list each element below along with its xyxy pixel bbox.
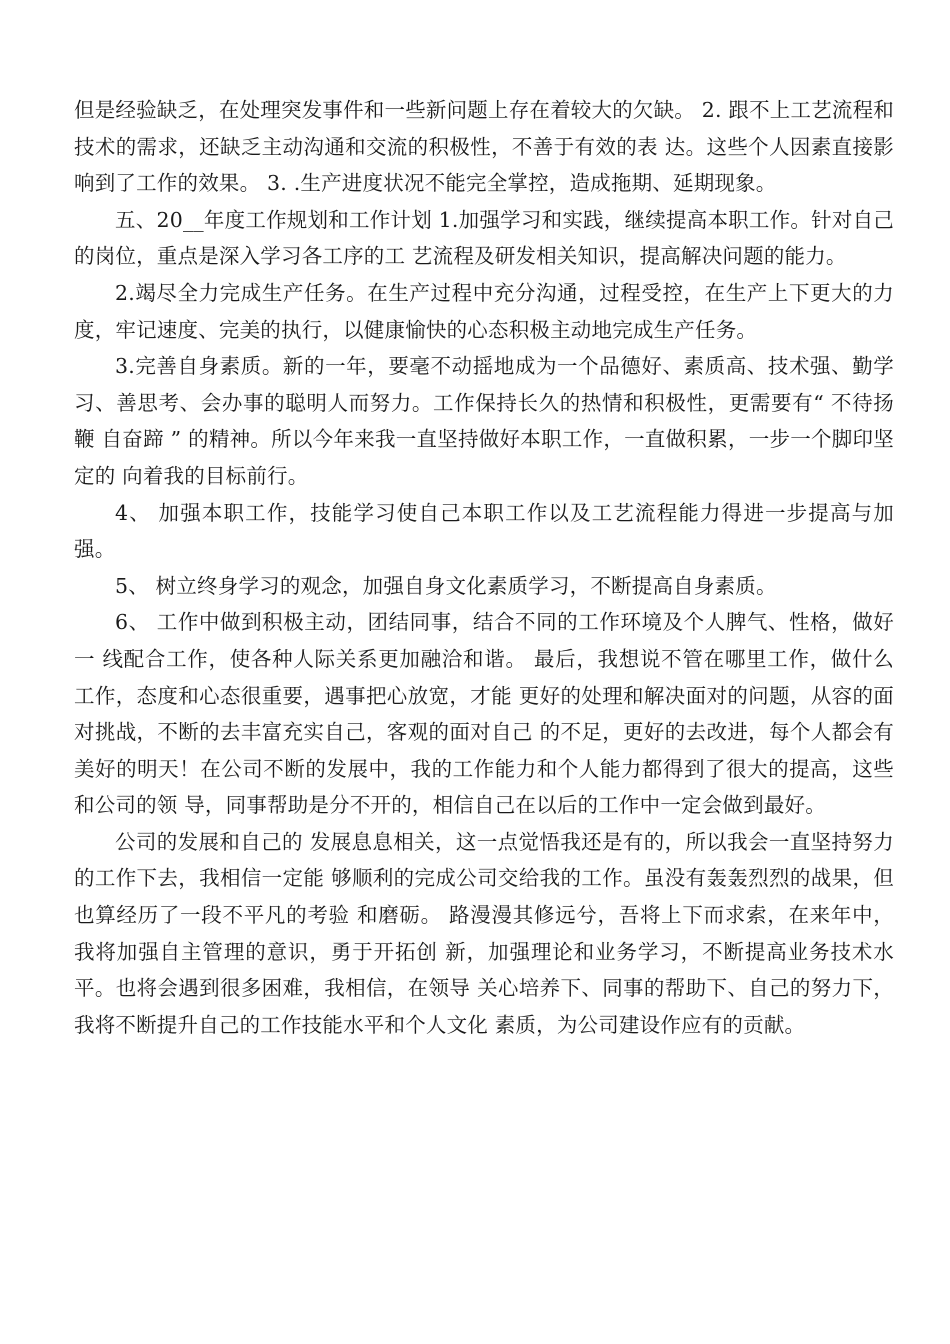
paragraph-1: 但是经验缺乏，在处理突发事件和一些新问题上存在着较大的欠缺。 2. 跟不上工艺流程和技术的需求，还缺乏主动沟通和交流的积极性，不善于有效的表 达。这些个人因素直接影响到了工作的效果。 3. .生产进度状况不能完全掌控，造成拖期、延期现象。 (74, 98, 894, 196)
paragraph-4: 3.完善自身素质。新的一年，要毫不动摇地成为一个品德好、素质高、技术强、勤学 习、善思考、会办事的聪明人而努力。工作保持长久的热情和积极性，更需要有“ 不待扬鞭 自奋蹄 ” 的精神。所以今年来我一直坚持做好本职工作，一直做积累，一步一个脚印坚定的 向着我的目标前行。 (74, 354, 894, 488)
paragraph-7: 6、 工作中做到积极主动，团结同事，结合不同的工作环境及个人脾气、性格，做好一 线配合工作，使各种人际关系更加融洽和谐。 最后，我想说不管在哪里工作，做什么工作，态度和心态很重要，遇事把心放宽，才能 更好的处理和解决面对的问题，从容的面对挑战，不断的去丰富充实自己，客观的面对自己 的不足，更好的去改进，每个人都会有美好的明天！在公司不断的发展中，我的工作能力和个人能力都得到了很大的提高，这些和公司的领 导，同事帮助是分不开的，相信自己在以后的工作中一定会做到最好。 (74, 610, 894, 818)
paragraph-6: 5、 树立终身学习的观念，加强自身文化素质学习，不断提高自身素质。 (115, 573, 777, 598)
paragraph-8: 公司的发展和自己的 发展息息相关，这一点觉悟我还是有的，所以我会一直坚持努力的工作下去，我相信一定能 够顺利的完成公司交给我的工作。虽没有轰轰烈烈的战果，但也算经历了一段不平凡的考验 和磨砺。 路漫漫其修远兮，吾将上下而求索，在来年中，我将加强自主管理的意识，勇于开拓创 新，加强理论和业务学习，不断提高业务技术水平。也将会遇到很多困难，我相信，在领导 关心培养下、同事的帮助下、自己的努力下，我将不断提升自己的工作技能水平和个人文化 素质，为公司建设作应有的贡献。 (74, 829, 894, 1037)
paragraph-5: 4、 加强本职工作，技能学习使自己本职工作以及工艺流程能力得进一步提高与加强。 (74, 500, 894, 562)
paragraph-2: 五、20__年度工作规划和工作计划 1.加强学习和实践，继续提高本职工作。针对自己的岗位，重点是深入学习各工序的工 艺流程及研发相关知识，提高解决问题的能力。 (74, 207, 894, 269)
paragraph-3: 2.竭尽全力完成生产任务。在生产过程中充分沟通，过程受控，在生产上下更大的力 度，牢记速度、完美的执行，以健康愉快的心态积极主动地完成生产任务。 (74, 280, 894, 342)
document-body (74, 92, 894, 1043)
